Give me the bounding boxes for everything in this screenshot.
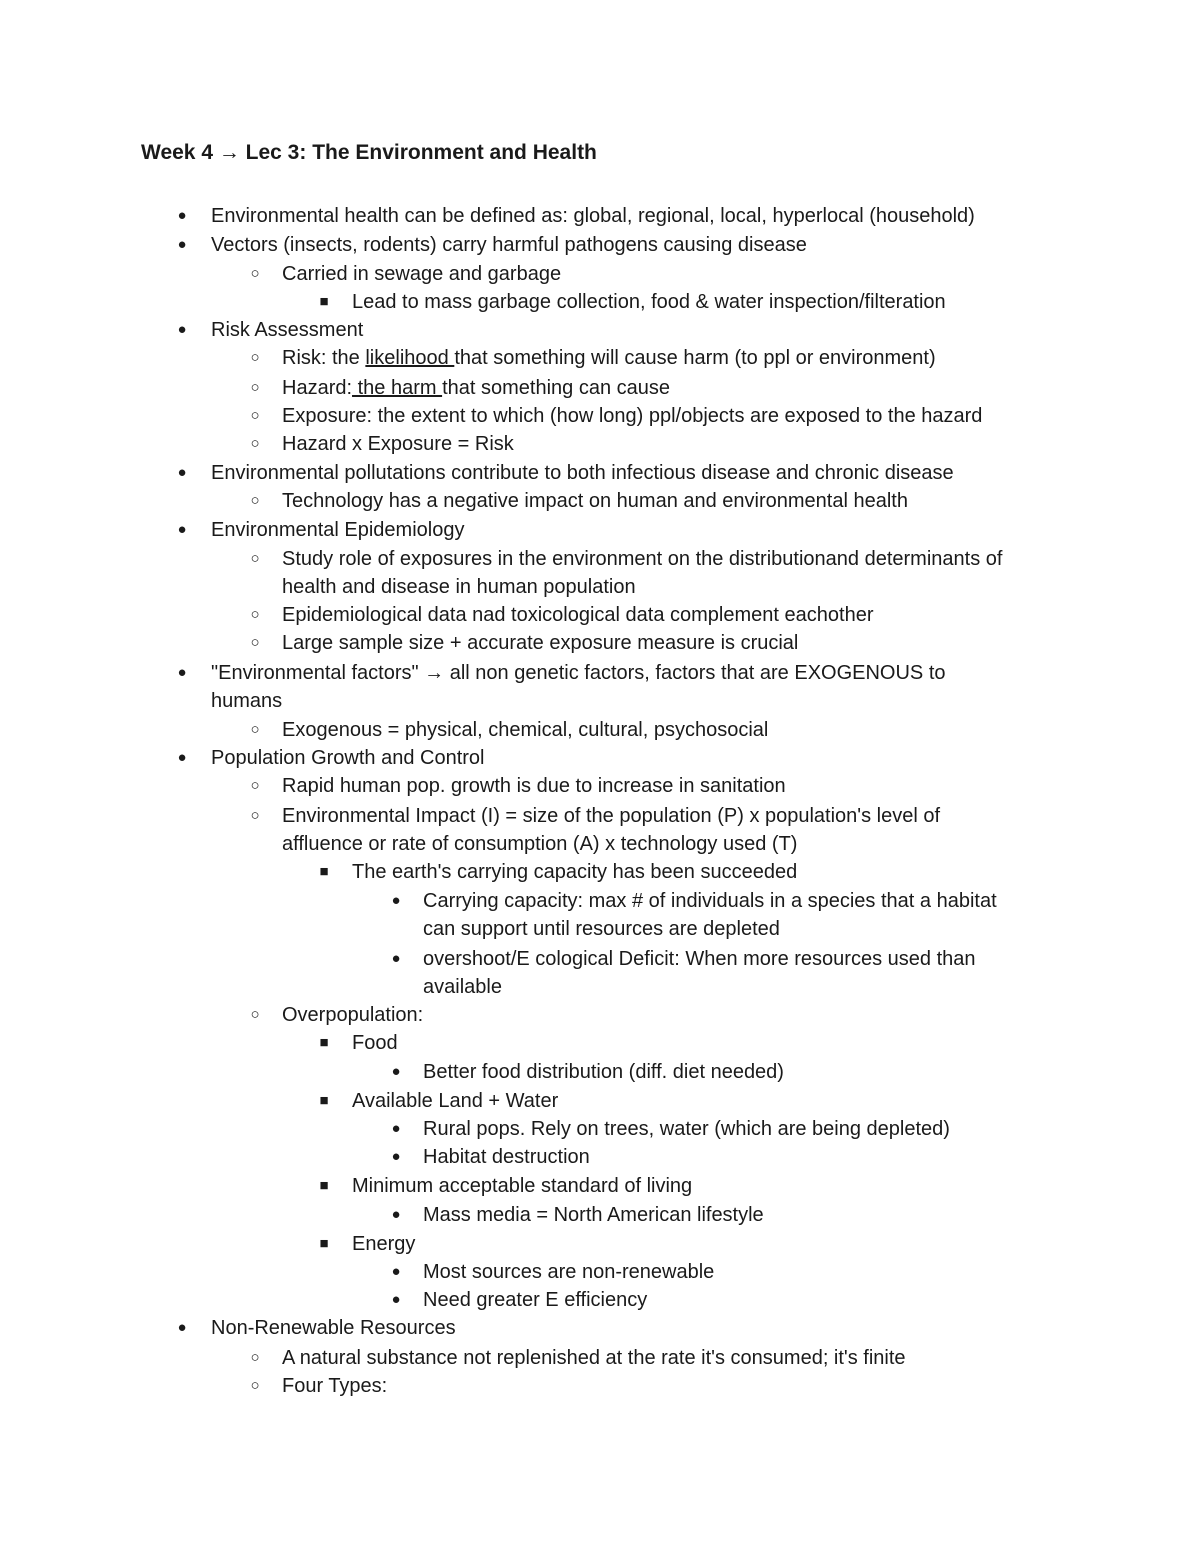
list-item: "Environmental factors" → all non genetic factors, factors that are EXOGENOUS to	[211, 662, 946, 684]
bullet-circle: ○	[250, 606, 260, 623]
bullet-circle: ○	[250, 265, 260, 282]
list-item: Exogenous = physical, chemical, cultural, psychosocial	[282, 719, 769, 741]
list-item: Need greater E efficiency	[423, 1289, 648, 1311]
bullet-circle: ○	[250, 407, 260, 424]
list-item: Environmental Epidemiology	[211, 519, 465, 541]
page-title: Week 4 → Lec 3: The Environment and Health	[141, 141, 597, 164]
list-item: Most sources are non-renewable	[423, 1261, 715, 1283]
bullet-disc: ●	[177, 236, 187, 253]
underlined-term: the harm	[352, 377, 443, 399]
list-item: Vectors (insects, rodents) carry harmful pathogens causing disease	[211, 234, 807, 256]
bullet-square: ■	[319, 1177, 329, 1194]
list-item: Population Growth and Control	[211, 747, 485, 769]
list-item: Epidemiological data nad toxicological data complement eachother	[282, 604, 874, 626]
list-item: Risk: the likelihood that something will cause harm (to ppl or environment)	[282, 347, 936, 369]
list-item: Hazard x Exposure = Risk	[282, 433, 514, 455]
bullet-circle: ○	[250, 492, 260, 509]
bullet-disc: ●	[391, 892, 401, 909]
bullet-disc: ●	[391, 1263, 401, 1280]
list-item-continuation: affluence or rate of consumption (A) x technology used (T)	[282, 833, 798, 855]
bullet-square: ■	[319, 863, 329, 880]
bullet-circle: ○	[250, 777, 260, 794]
bullet-circle: ○	[250, 807, 260, 824]
underlined-term: likelihood	[365, 347, 455, 369]
bullet-circle: ○	[250, 1006, 260, 1023]
bullet-circle: ○	[250, 550, 260, 567]
list-item: overshoot/E cological Deficit: When more resources used than	[423, 948, 976, 970]
bullet-square: ■	[319, 1092, 329, 1109]
bullet-disc: ●	[391, 1148, 401, 1165]
list-item: The earth's carrying capacity has been succeeded	[352, 861, 798, 883]
bullet-circle: ○	[250, 721, 260, 738]
list-item: Available Land + Water	[352, 1090, 559, 1112]
list-item: Lead to mass garbage collection, food & water inspection/filteration	[352, 291, 946, 313]
bullet-circle: ○	[250, 379, 260, 396]
list-item: Habitat destruction	[423, 1146, 590, 1168]
list-item: Environmental health can be defined as: global, regional, local, hyperlocal (household)	[211, 205, 975, 227]
list-item: Food	[352, 1032, 398, 1054]
list-item: Overpopulation:	[282, 1004, 424, 1026]
bullet-disc: ●	[177, 521, 187, 538]
list-item-continuation: available	[423, 976, 502, 998]
bullet-circle: ○	[250, 1349, 260, 1366]
list-item: Carrying capacity: max # of individuals in a species that a habitat	[423, 890, 997, 912]
list-item: Four Types:	[282, 1375, 388, 1397]
bullet-disc: ●	[391, 1063, 401, 1080]
bullet-circle: ○	[250, 435, 260, 452]
bullet-square: ■	[319, 1235, 329, 1252]
bullet-disc: ●	[177, 664, 187, 681]
list-item: Hazard: the harm that something can cause	[282, 377, 670, 399]
list-item: Non-Renewable Resources	[211, 1317, 456, 1339]
list-item: A natural substance not replenished at the rate it's consumed; it's finite	[282, 1347, 906, 1369]
bullet-circle: ○	[250, 349, 260, 366]
bullet-disc: ●	[177, 464, 187, 481]
list-item: Exposure: the extent to which (how long) ppl/objects are exposed to the hazard	[282, 405, 983, 427]
list-item: Better food distribution (diff. diet needed)	[423, 1061, 784, 1083]
list-item: Energy	[352, 1233, 416, 1255]
list-item: Risk Assessment	[211, 319, 364, 341]
list-item: Carried in sewage and garbage	[282, 263, 562, 285]
bullet-circle: ○	[250, 634, 260, 651]
bullet-disc: ●	[177, 1319, 187, 1336]
list-item: Environmental pollutations contribute to both infectious disease and chronic disease	[211, 462, 954, 484]
bullet-square: ■	[319, 293, 329, 310]
list-item: Technology has a negative impact on human and environmental health	[282, 490, 908, 512]
bullet-disc: ●	[391, 950, 401, 967]
list-item: Study role of exposures in the environment on the distributionand determinants of	[282, 548, 1003, 570]
bullet-disc: ●	[391, 1206, 401, 1223]
bullet-disc: ●	[177, 321, 187, 338]
list-item: Minimum acceptable standard of living	[352, 1175, 693, 1197]
bullet-disc: ●	[177, 207, 187, 224]
list-item: Environmental Impact (I) = size of the population (P) x population's level of	[282, 805, 941, 827]
bullet-disc: ●	[177, 749, 187, 766]
list-item: Mass media = North American lifestyle	[423, 1204, 764, 1226]
list-item: Large sample size + accurate exposure measure is crucial	[282, 632, 799, 654]
list-item-continuation: humans	[211, 690, 283, 712]
list-item-continuation: health and disease in human population	[282, 576, 636, 598]
list-item-continuation: can support until resources are depleted	[423, 918, 780, 940]
list-item: Rapid human pop. growth is due to increase in sanitation	[282, 775, 786, 797]
list-item: Rural pops. Rely on trees, water (which are being depleted)	[423, 1118, 950, 1140]
bullet-disc: ●	[391, 1120, 401, 1137]
bullet-circle: ○	[250, 1377, 260, 1394]
bullet-disc: ●	[391, 1291, 401, 1308]
bullet-square: ■	[319, 1034, 329, 1051]
